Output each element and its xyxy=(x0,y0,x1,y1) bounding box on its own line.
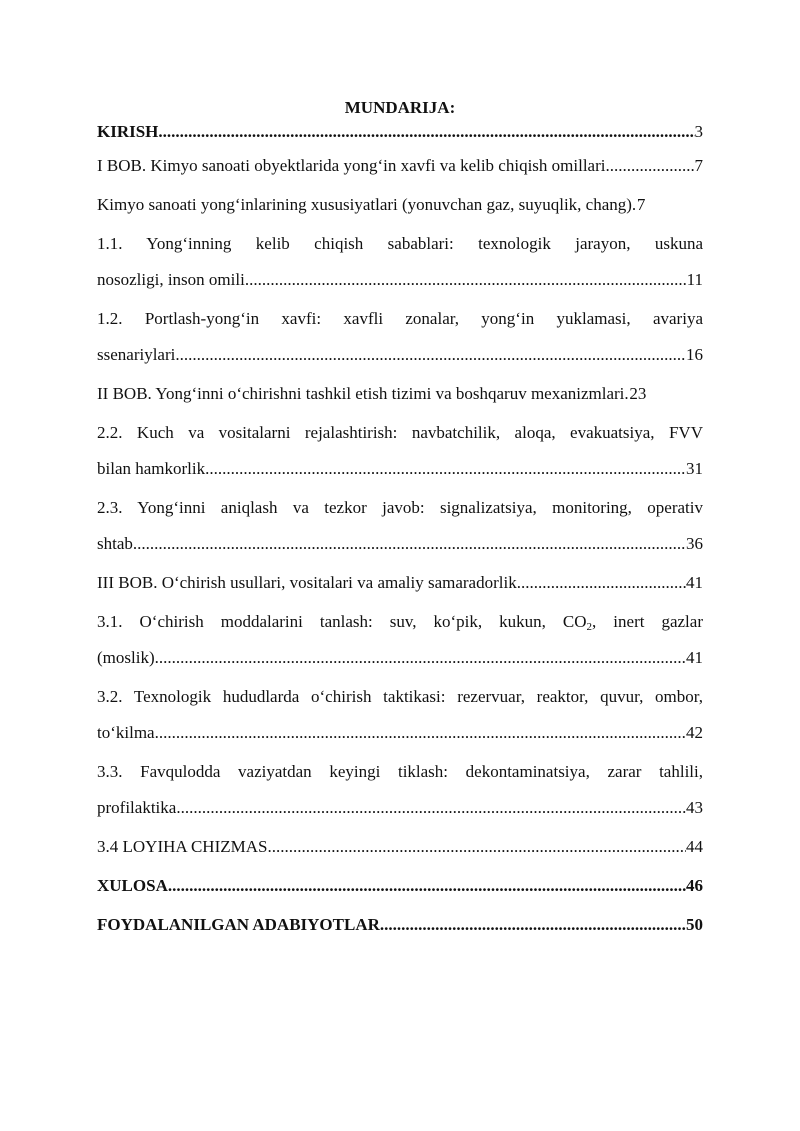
toc-entry-line1: 1.2. Portlash-yong‘in xavfi: xavfli zonalar, yong‘in yuklamasi, avariya xyxy=(97,309,703,328)
table-of-contents xyxy=(97,119,703,946)
toc-entry-text: Kimyo sanoati yong‘inlarining xususiyatlari (yonuvchan gaz, suyuqlik, chang) xyxy=(97,195,632,214)
toc-entry-references[interactable] xyxy=(97,907,703,943)
toc-entry-line1: 3.2. Texnologik hududlarda o‘chirish taktikasi: rezervuar, reaktor, quvur, ombor, xyxy=(97,687,703,706)
toc-entry-line1-post: , inert gazlar xyxy=(592,612,703,631)
toc-entry-text: II BOB. Yong‘inni o‘chirishni tashkil etish tizimi va boshqaruv mexanizmlari xyxy=(97,384,625,403)
dot-leader xyxy=(176,790,686,826)
dot-leader xyxy=(517,565,686,601)
dot-leader xyxy=(175,337,686,373)
toc-entry-line2 xyxy=(97,715,703,751)
toc-page-number: 7 xyxy=(694,156,703,175)
toc-page-number: 43 xyxy=(686,798,703,817)
toc-entry-line1 xyxy=(97,604,703,640)
toc-page-number: 3 xyxy=(694,122,703,141)
toc-page-number: 36 xyxy=(686,534,703,553)
toc-entry-xulosa[interactable] xyxy=(97,868,703,904)
dot-leader xyxy=(267,829,686,865)
toc-entry-chapter-3[interactable] xyxy=(97,565,703,601)
toc-page-number: 23 xyxy=(629,384,647,403)
toc-page-number: 46 xyxy=(686,876,703,895)
dot-leader xyxy=(168,868,686,904)
toc-page-number: 11 xyxy=(686,270,703,289)
toc-page-number: 31 xyxy=(686,459,703,478)
toc-entry-subscript: 2 xyxy=(586,621,593,633)
toc-entry-text: KIRISH xyxy=(97,122,159,141)
toc-entry-line1: 2.3. Yong‘inni aniqlash va tezkor javob: signalizatsiya, monitoring, operativ xyxy=(97,498,703,517)
toc-entry-kirish[interactable] xyxy=(97,119,703,145)
toc-page-number: 41 xyxy=(686,573,703,592)
page-title: MUNDARIJA: xyxy=(344,98,456,117)
toc-entry-text: nosozligi, inson omili xyxy=(97,270,245,289)
toc-entry-text: to‘kilma xyxy=(97,723,155,742)
dot-leader xyxy=(205,451,686,487)
toc-entry-2-2[interactable] xyxy=(97,415,703,487)
toc-entry-text: profilaktika xyxy=(97,798,177,817)
toc-page-number: 16 xyxy=(686,345,703,364)
toc-entry-line1-pre: 3.1. O‘chirish moddalarini tanlash: suv, ko‘pik, kukun, CO xyxy=(97,612,587,631)
toc-entry-line2 xyxy=(97,337,703,373)
toc-page-number: 44 xyxy=(686,837,703,856)
dot-leader xyxy=(380,907,686,943)
toc-entry-text: III BOB. O‘chirish usullari, vositalari va amaliy samaradorlik xyxy=(97,573,517,592)
dot-leader xyxy=(606,148,695,184)
toc-entry-fire-features[interactable] xyxy=(97,187,703,223)
toc-entry-chapter-1[interactable] xyxy=(97,148,703,184)
toc-page-number: 7 xyxy=(636,195,646,214)
toc-entry-text: FOYDALANILGAN ADABIYOTLAR xyxy=(97,915,380,934)
toc-page-number: 41 xyxy=(686,648,703,667)
dot-leader xyxy=(245,262,687,298)
toc-entry-text: XULOSA xyxy=(97,876,168,895)
dot-leader xyxy=(155,640,686,676)
toc-entry-line1: 1.1. Yong‘inning kelib chiqish sabablari: texnologik jarayon, uskuna xyxy=(97,234,703,253)
toc-entry-1-2[interactable] xyxy=(97,301,703,373)
toc-page-number: 50 xyxy=(686,915,703,934)
toc-entry-text: I BOB. Kimyo sanoati obyektlarida yong‘in xavfi va kelib chiqish omillari xyxy=(97,156,606,175)
toc-entry-3-3[interactable] xyxy=(97,754,703,826)
toc-entry-1-1[interactable] xyxy=(97,226,703,298)
toc-entry-3-4[interactable] xyxy=(97,829,703,865)
dot-leader xyxy=(158,119,694,145)
toc-entry-line2 xyxy=(97,790,703,826)
toc-entry-text: 3.4 LOYIHA CHIZMAS xyxy=(97,837,268,856)
toc-entry-chapter-2[interactable] xyxy=(97,376,703,412)
dot-leader xyxy=(133,526,686,562)
toc-entry-3-1[interactable] xyxy=(97,604,703,676)
toc-entry-line2 xyxy=(97,451,703,487)
toc-entry-line2 xyxy=(97,640,703,676)
toc-entry-2-3[interactable] xyxy=(97,490,703,562)
toc-entry-text: bilan hamkorlik xyxy=(97,459,206,478)
toc-entry-line2 xyxy=(97,262,703,298)
toc-entry-3-2[interactable] xyxy=(97,679,703,751)
toc-entry-line1: 2.2. Kuch va vositalarni rejalashtirish: navbatchilik, aloqa, evakuatsiya, FVV xyxy=(97,423,703,442)
toc-page-number: 42 xyxy=(686,723,703,742)
toc-entry-line2 xyxy=(97,526,703,562)
toc-entry-line1: 3.3. Favqulodda vaziyatdan keyingi tiklash: dekontaminatsiya, zarar tahlili, xyxy=(97,762,703,781)
dot-leader xyxy=(155,715,686,751)
toc-entry-text: shtab xyxy=(97,534,133,553)
toc-entry-text: ssenariylari xyxy=(97,345,176,364)
toc-entry-text: (moslik) xyxy=(97,648,155,667)
